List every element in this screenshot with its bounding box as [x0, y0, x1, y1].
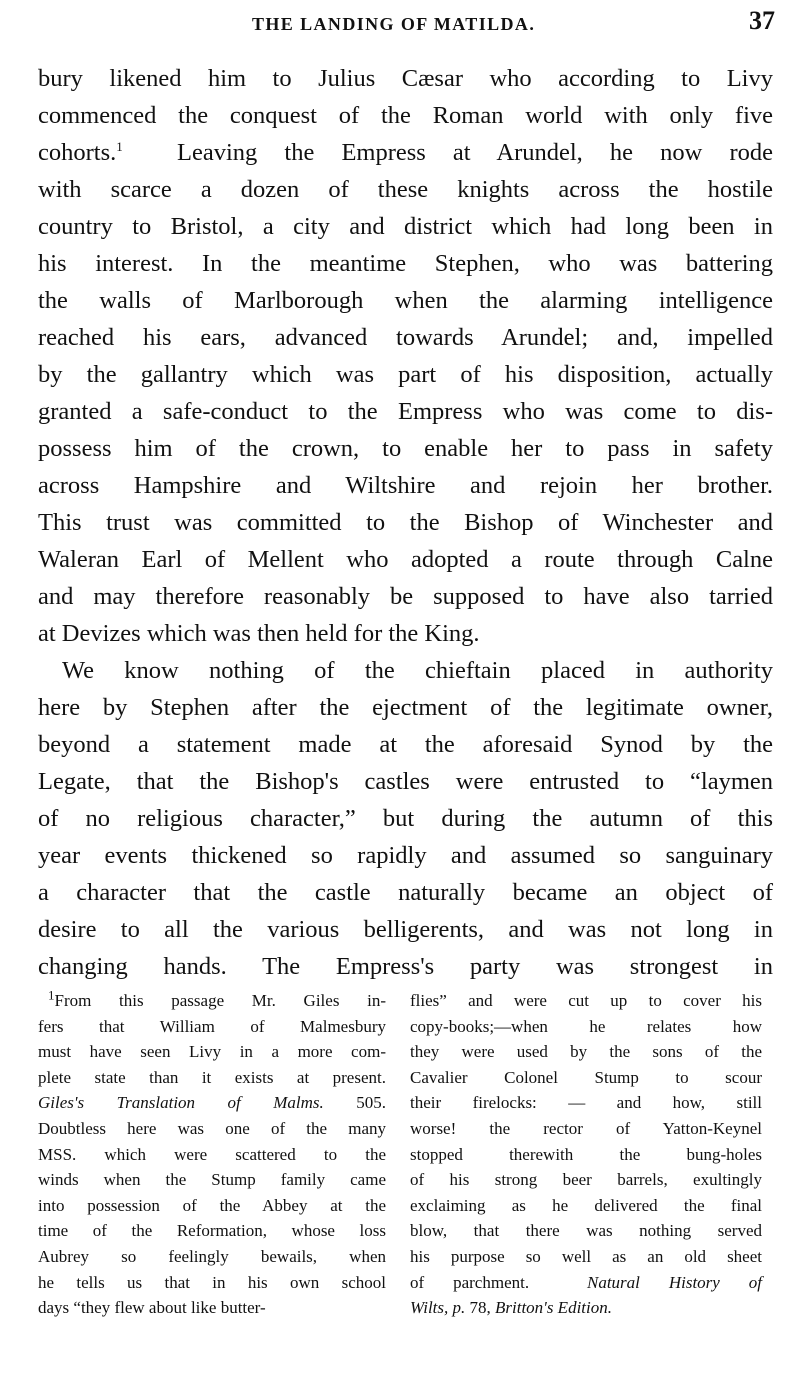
running-title: THE LANDING OF MATILDA. — [252, 14, 536, 34]
footnote-column-right — [410, 988, 762, 1321]
footnote-line: stopped therewith the bung-holes — [410, 1144, 762, 1164]
text-line: with scarce a dozen of these knights across the hostile — [38, 176, 773, 203]
text-line: commenced the conquest of the Roman world with only five — [38, 102, 773, 129]
footnote-line: he tells us that in his own school — [38, 1272, 386, 1292]
text-line: across Hampshire and Wiltshire and rejoin her brother. — [38, 472, 773, 499]
text-fragment: cohorts. — [38, 139, 117, 166]
text-line: at Devizes which was then held for the King. — [38, 620, 480, 647]
footnote-marker: 1 — [116, 138, 123, 154]
running-head — [0, 6, 800, 42]
footnote-line: days “they flew about like butter- — [38, 1298, 266, 1318]
footnote-line: exclaiming as he delivered the final — [410, 1195, 762, 1215]
text-line: This trust was committed to the Bishop of Winchester and — [38, 509, 773, 536]
footnote-line: Cavalier Colonel Stump to scour — [410, 1067, 762, 1087]
text-line: desire to all the various belligerents, and was not long in — [38, 916, 773, 943]
footnote-line: plete state than it exists at present. — [38, 1067, 386, 1087]
footnote-line: worse! the rector of Yatton-Keynel — [410, 1118, 762, 1138]
text-line: his interest. In the meantime Stephen, who was battering — [38, 250, 773, 277]
text-line: reached his ears, advanced towards Arundel; and, impelled — [38, 324, 773, 351]
text-line — [38, 134, 773, 171]
footnote-line — [410, 1270, 762, 1296]
body-text — [38, 60, 773, 985]
text-line: bury likened him to Julius Cæsar who according to Livy — [38, 65, 773, 92]
text-line: and may therefore reasonably be supposed to have also tarried — [38, 583, 773, 610]
text-line: country to Bristol, a city and district which had long been in — [38, 213, 773, 240]
text-line: a character that the castle naturally became an object of — [38, 879, 773, 906]
footnote-line — [38, 1090, 386, 1116]
citation-title: Giles's Translation of Malms. — [38, 1093, 324, 1113]
text-line: year events thickened so rapidly and assumed so sanguinary — [38, 842, 773, 869]
footnote-line: they were used by the sons of the — [410, 1042, 762, 1062]
footnote-marker: 1 — [48, 987, 55, 1003]
footnote-line: blow, that there was nothing served — [410, 1221, 762, 1241]
footnote-line: time of the Reformation, whose loss — [38, 1221, 386, 1241]
footnote-line: winds when the Stump family came — [38, 1170, 386, 1190]
text-line: of no religious character,” but during the autumn of this — [38, 805, 773, 832]
footnote-line: fers that William of Malmesbury — [38, 1016, 386, 1036]
citation-page: 505. — [356, 1093, 386, 1113]
footnote-line: of his strong beer barrels, exultingly — [410, 1170, 762, 1190]
text-line: Legate, that the Bishop's castles were entrusted to “laymen — [38, 768, 773, 795]
footnote-line: his purpose so well as an old sheet — [410, 1246, 762, 1266]
citation-title: Natural History of — [587, 1272, 763, 1292]
footnote-line: Aubrey so feelingly bewails, when — [38, 1246, 386, 1266]
text-line: by the gallantry which was part of his disposition, actually — [38, 361, 773, 388]
text-fragment: From this passage Mr. Giles in- — [54, 991, 386, 1010]
footnote-line: flies” and were cut up to cover his — [410, 991, 762, 1010]
text-line: Waleran Earl of Mellent who adopted a route through Calne — [38, 546, 773, 573]
text-fragment: Leaving the Empress at Arundel, he now rode — [177, 139, 774, 166]
footnote-line: copy-books;—when he relates how — [410, 1016, 762, 1036]
footnote-line — [38, 988, 386, 1014]
page-number: 37 — [749, 6, 775, 35]
citation-title: Wilts, — [410, 1298, 449, 1318]
text-line: here by Stephen after the ejectment of the legitimate owner, — [38, 694, 773, 721]
text-line: possess him of the crown, to enable her to pass in safety — [38, 435, 773, 462]
footnote-column-left — [38, 988, 386, 1321]
footnote-line: MSS. which were scattered to the — [38, 1144, 386, 1164]
text-line: We know nothing of the chieftain placed in authority — [62, 657, 773, 684]
text-line: changing hands. The Empress's party was strongest in — [38, 953, 773, 980]
text-line: the walls of Marlborough when the alarming intelligence — [38, 287, 773, 314]
text-line: granted a safe-conduct to the Empress who was come to dis- — [38, 398, 773, 425]
footnote-line: must have seen Livy in a more com- — [38, 1042, 386, 1062]
footnote-line: into possession of the Abbey at the — [38, 1195, 386, 1215]
footnotes — [38, 988, 773, 1388]
text-line: beyond a statement made at the aforesaid Synod by the — [38, 731, 773, 758]
citation-page-label: p. — [452, 1298, 466, 1318]
footnote-line: their firelocks: — and how, still — [410, 1093, 762, 1113]
footnote-line — [410, 1295, 762, 1321]
footnote-line: Doubtless here was one of the many — [38, 1118, 386, 1138]
text-fragment: of parchment. — [410, 1272, 530, 1292]
citation-edition: Britton's Edition. — [495, 1298, 612, 1318]
citation-page: 78, — [469, 1298, 491, 1318]
